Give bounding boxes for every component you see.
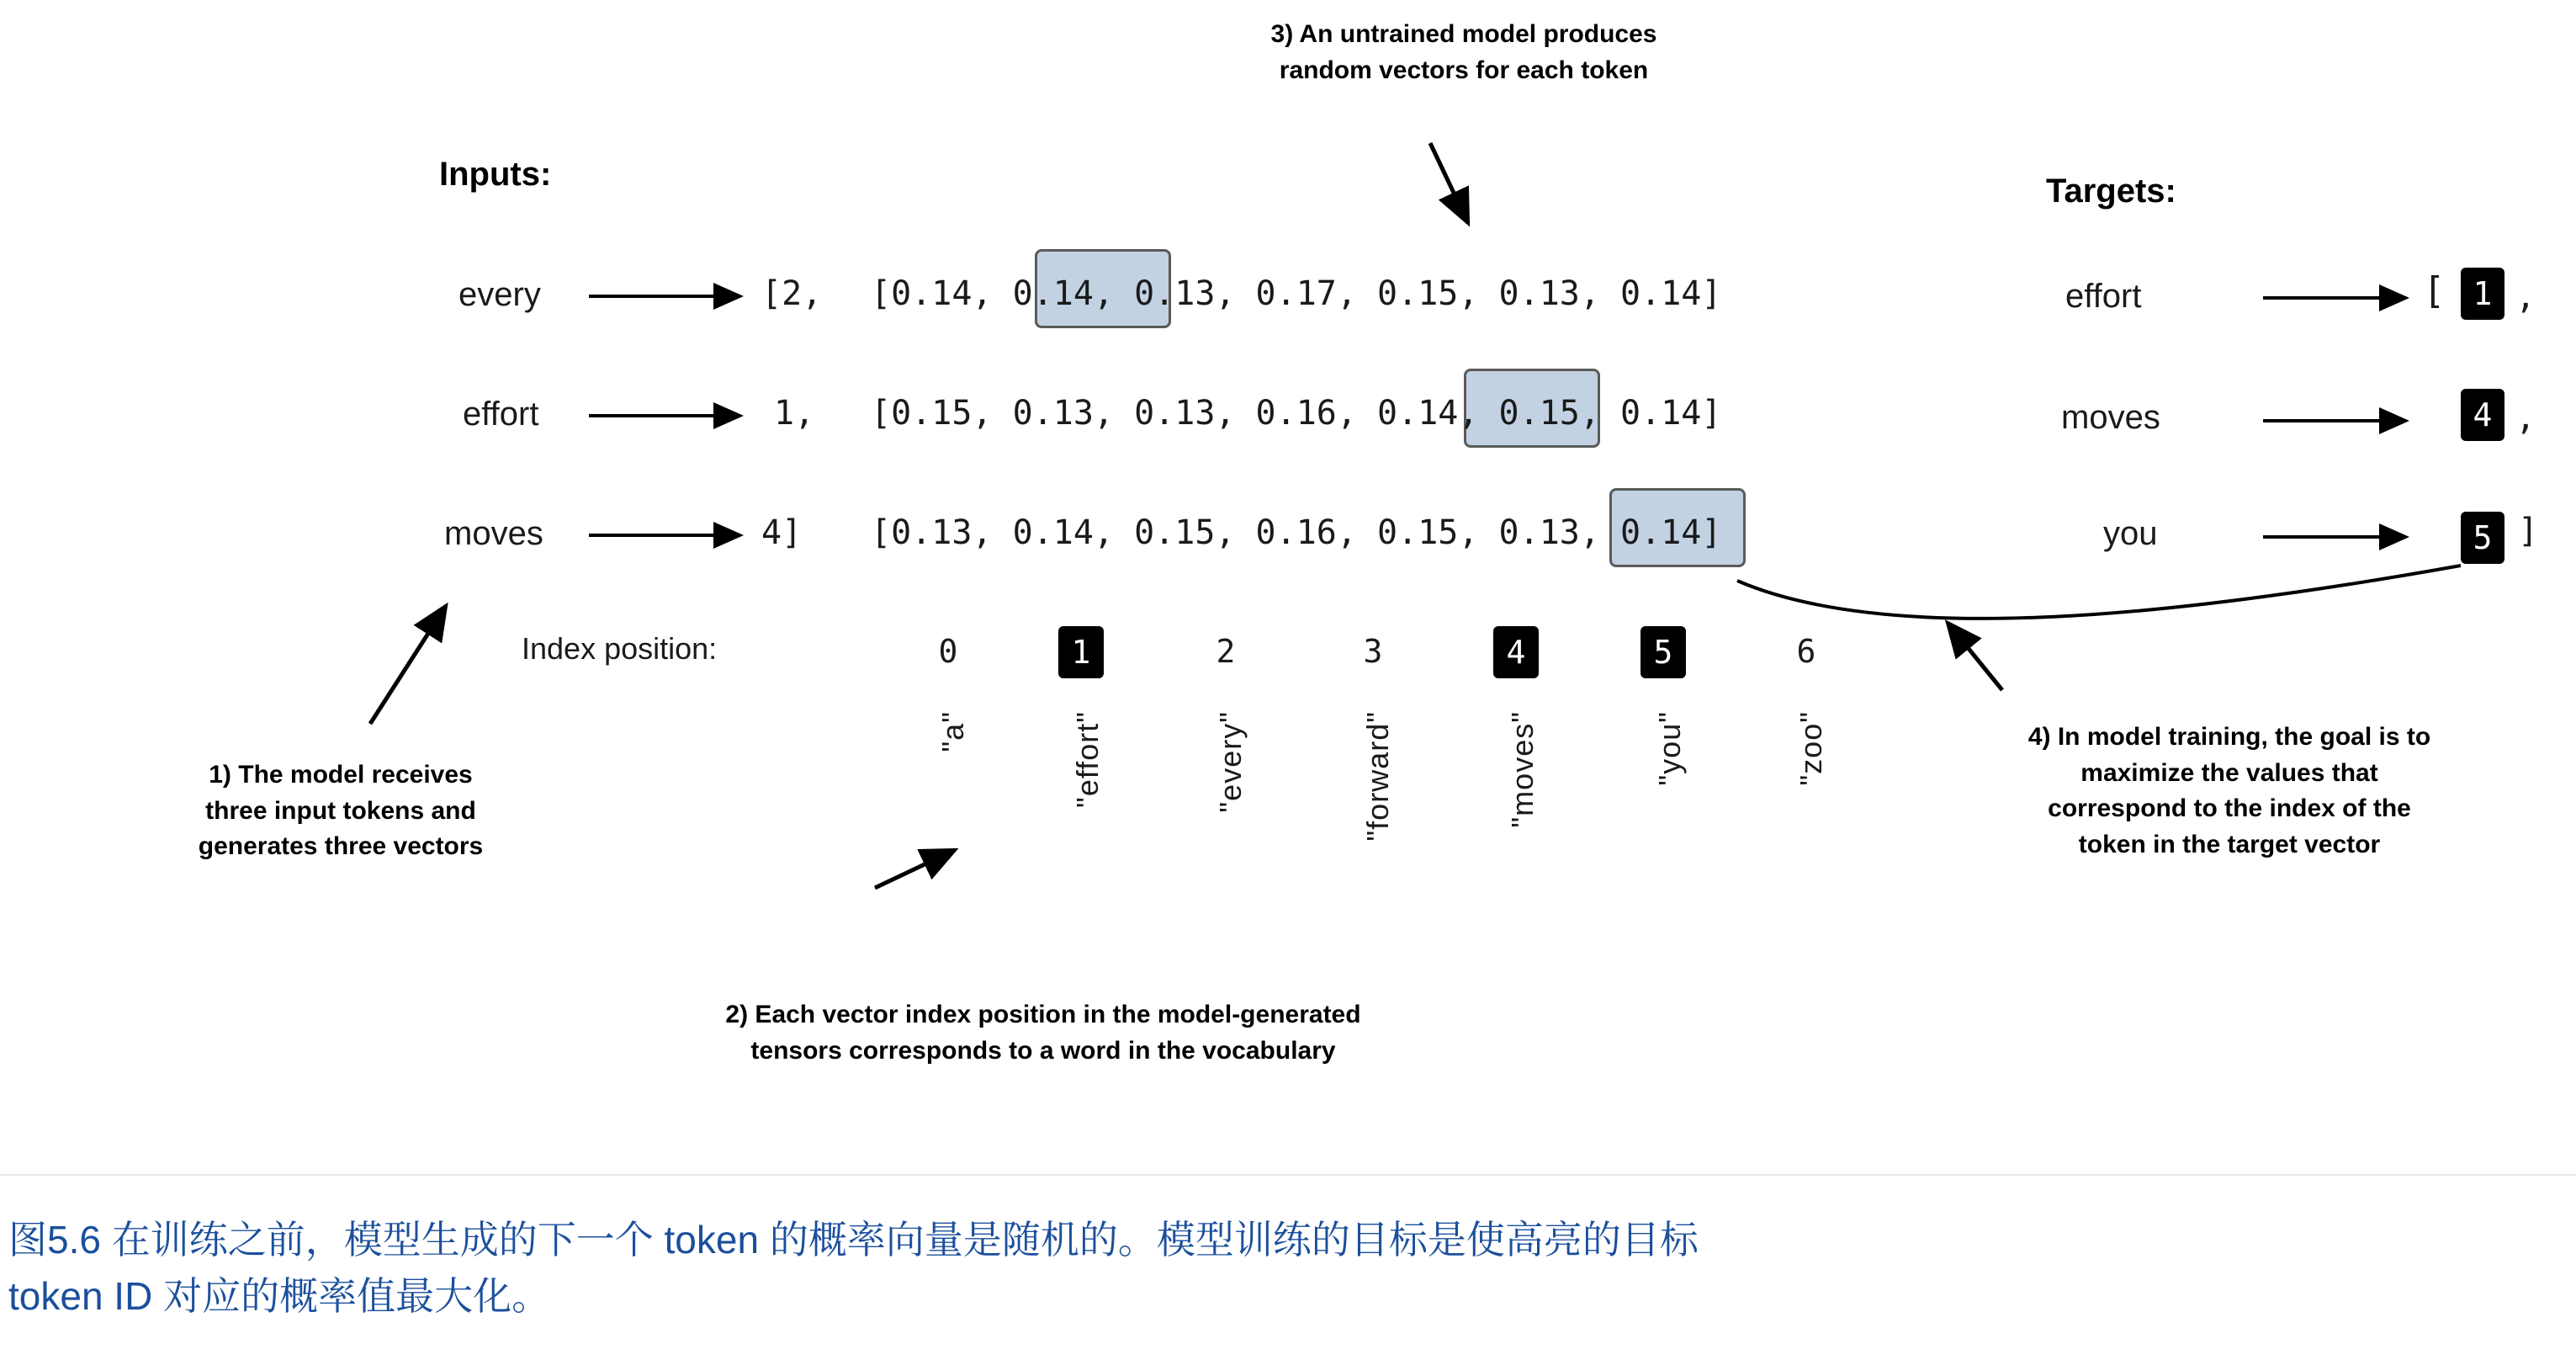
caption-line-2: token ID 对应的概率值最大化。 [8,1273,551,1318]
note-1 [135,757,547,865]
targets-header: Targets: [2046,173,2176,210]
caption-line-1: 图5.6 在训练之前，模型生成的下一个 token 的概率向量是随机的。模型训练的目标是使高亮的目标 [8,1218,1699,1262]
index-number-1: 1 [1058,626,1104,678]
vocab-word-5: "you" [1652,711,1687,786]
input-vector-moves: [0.13, 0.14, 0.15, 0.16, 0.15, 0.13, 0.14] [871,513,1722,552]
note-4-line-2: maximize the values that [2080,758,2378,787]
target-word-moves: moves [2061,399,2160,436]
input-word-moves: moves [444,515,543,552]
figure-caption [8,1212,2566,1324]
index-number-2: 2 [1216,633,1236,670]
input-vector-effort: [0.15, 0.13, 0.13, 0.16, 0.14, 0.15, 0.14] [871,394,1722,433]
note-2 [589,997,1497,1069]
index-position-label: Index position: [522,631,718,666]
note-3-line-1: 3) An untrained model produces [1270,20,1657,48]
vocab-word-0: "a" [936,711,970,752]
index-number-0: 0 [938,633,958,670]
note-3-line-2: random vectors for each token [1279,56,1649,84]
input-token-id-moves: 4] [761,513,803,552]
target-sep-1: , [2515,278,2536,316]
note-3 [1178,17,1750,88]
vocab-word-6: "zoo" [1794,711,1828,786]
vocab-word-4: "moves" [1505,711,1540,828]
target-word-effort: effort [2065,278,2142,315]
target-value-1: 1 [2461,268,2504,320]
index-number-3: 3 [1363,633,1383,670]
note-1-line-1: 1) The model receives [209,761,473,789]
caption-divider [0,1174,2576,1176]
input-token-id-every: [2, [761,274,823,313]
target-open-bracket: [ [2423,269,2446,312]
vocab-word-2: "every" [1213,711,1248,813]
target-word-you: you [2103,515,2158,552]
note-4-line-3: correspond to the index of the [2048,794,2411,823]
index-number-5: 5 [1640,626,1686,678]
vocab-word-3: "forward" [1360,711,1395,842]
index-number-4: 4 [1493,626,1539,678]
input-vector-every: [0.14, 0.14, 0.13, 0.17, 0.15, 0.13, 0.14] [871,274,1722,313]
input-word-effort: effort [463,396,539,433]
target-value-5: 5 [2461,512,2504,564]
vocab-word-1: "effort" [1070,711,1105,808]
input-word-every: every [458,276,541,313]
note-4-line-1: 4) In model training, the goal is to [2027,723,2431,751]
target-sep-3: ] [2518,512,2539,550]
input-token-id-effort: 1, [774,394,815,433]
note-2-line-1: 2) Each vector index position in the model-generated [725,1001,1361,1028]
note-2-line-2: tensors corresponds to a word in the vocabulary [750,1036,1336,1065]
note-1-line-3: generates three vectors [198,832,484,861]
index-number-6: 6 [1796,633,1816,670]
note-1-line-2: three input tokens and [205,796,476,825]
note-4-line-4: token in the target vector [2078,830,2381,858]
target-value-4: 4 [2461,389,2504,441]
inputs-header: Inputs: [439,156,552,193]
target-sep-2: , [2515,399,2536,438]
note-4 [1943,720,2515,863]
